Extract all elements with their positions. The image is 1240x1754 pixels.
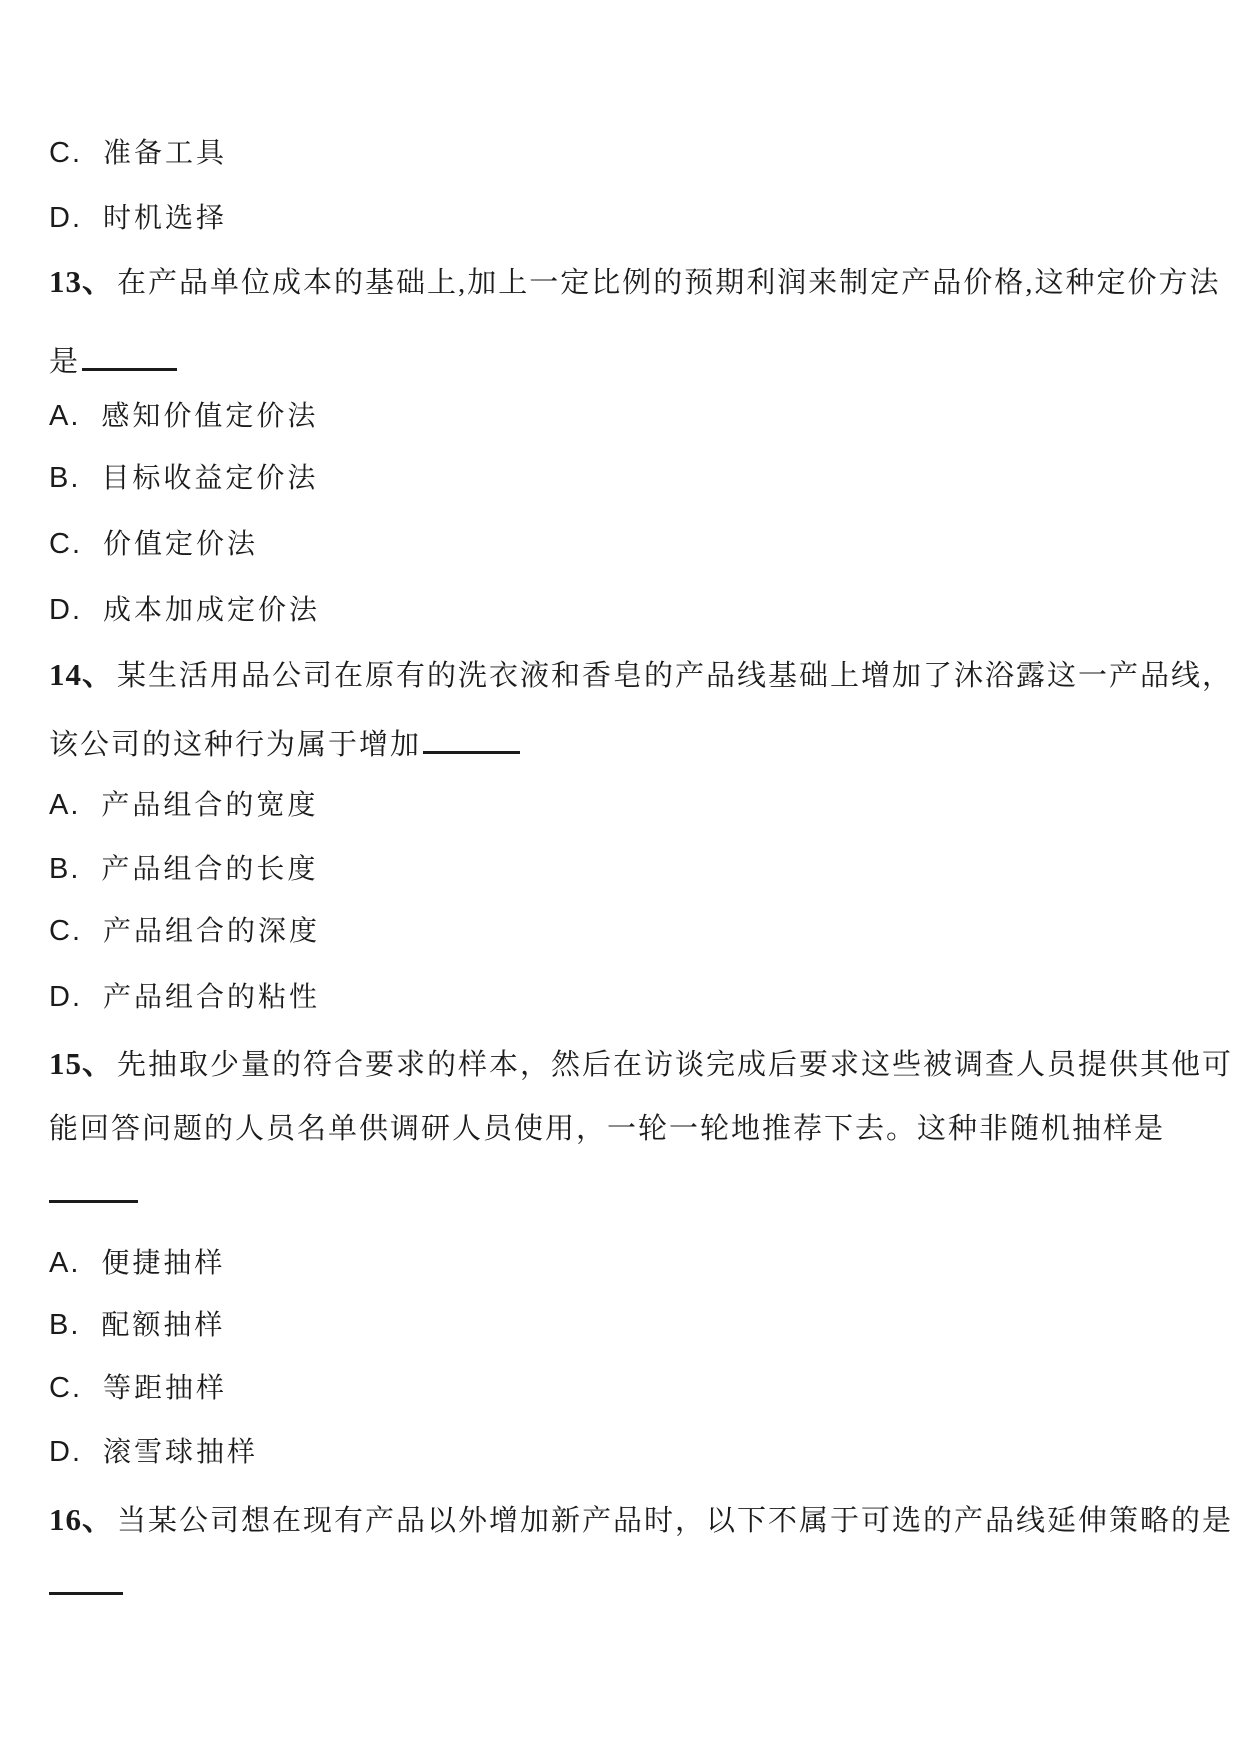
option-line — [49, 198, 227, 238]
option-line — [49, 133, 227, 173]
option-line — [49, 458, 318, 498]
question-number: 13、 — [49, 264, 114, 299]
option-line — [49, 1432, 258, 1472]
option-text: 产品组合的深度 — [103, 916, 321, 947]
question-line — [49, 262, 1221, 302]
question-text: 先抽取少量的符合要求的样本，然后在访谈完成后要求这些被调查人员提供其他可 — [117, 1049, 1234, 1081]
question-line — [49, 1044, 1233, 1084]
option-line — [49, 1243, 225, 1283]
option-letter: A. — [49, 400, 81, 432]
option-text: 等距抽样 — [103, 1373, 228, 1404]
question-line — [49, 1500, 1233, 1540]
option-line — [49, 977, 320, 1017]
question-text: 是 — [49, 346, 81, 378]
question-number: 14、 — [49, 657, 114, 692]
question-text: 当某公司想在现有产品以外增加新产品时，以下不属于可选的产品线延伸策略的是 — [117, 1505, 1234, 1537]
option-line — [49, 849, 318, 889]
option-text: 便捷抽样 — [101, 1248, 226, 1279]
option-text: 滚雪球抽样 — [103, 1437, 259, 1468]
option-text: 产品组合的长度 — [101, 854, 319, 885]
question-number: 16、 — [49, 1502, 114, 1537]
option-letter: A. — [49, 789, 81, 821]
blank-underline — [49, 1592, 123, 1595]
question-text: 在产品单位成本的基础上,加上一定比例的预期利润来制定产品价格,这种定价方法 — [117, 267, 1221, 299]
option-letter: C. — [49, 915, 82, 947]
option-letter: B. — [49, 462, 81, 494]
option-letter: D. — [49, 594, 82, 626]
option-line — [49, 911, 320, 951]
option-letter: D. — [49, 981, 82, 1013]
option-letter: A. — [49, 1247, 81, 1279]
option-text: 准备工具 — [103, 138, 228, 169]
option-line — [49, 785, 318, 825]
option-line — [49, 396, 318, 436]
blank-underline — [49, 1200, 138, 1203]
question-text: 某生活用品公司在原有的洗衣液和香皂的产品线基础上增加了沐浴露这一产品线， — [117, 660, 1234, 692]
option-text: 感知价值定价法 — [101, 401, 319, 432]
option-line — [49, 1305, 225, 1345]
option-text: 成本加成定价法 — [103, 595, 321, 626]
question-continuation-line — [49, 336, 177, 376]
option-letter: C. — [49, 1372, 82, 1404]
option-letter: B. — [49, 853, 81, 885]
option-text: 配额抽样 — [101, 1310, 226, 1341]
option-text: 目标收益定价法 — [101, 463, 319, 494]
question-continuation-line — [49, 1109, 1165, 1149]
option-letter: D. — [49, 1436, 82, 1468]
option-text: 产品组合的宽度 — [101, 790, 319, 821]
option-letter: C. — [49, 528, 82, 560]
option-text: 时机选择 — [103, 203, 228, 234]
question-continuation-line — [49, 719, 520, 759]
question-number: 15、 — [49, 1046, 114, 1081]
question-text: 能回答问题的人员名单供调研人员使用，一轮一轮地推荐下去。这种非随机抽样是 — [49, 1113, 1166, 1145]
option-line — [49, 524, 258, 564]
option-line — [49, 1368, 227, 1408]
question-text: 该公司的这种行为属于增加 — [49, 729, 422, 761]
blank-underline — [423, 719, 520, 754]
option-letter: D. — [49, 202, 82, 234]
question-line — [49, 655, 1233, 695]
option-text: 产品组合的粘性 — [103, 982, 321, 1013]
option-letter: C. — [49, 137, 82, 169]
option-text: 价值定价法 — [103, 529, 259, 560]
option-line — [49, 590, 320, 630]
blank-underline — [82, 336, 177, 371]
option-letter: B. — [49, 1309, 81, 1341]
